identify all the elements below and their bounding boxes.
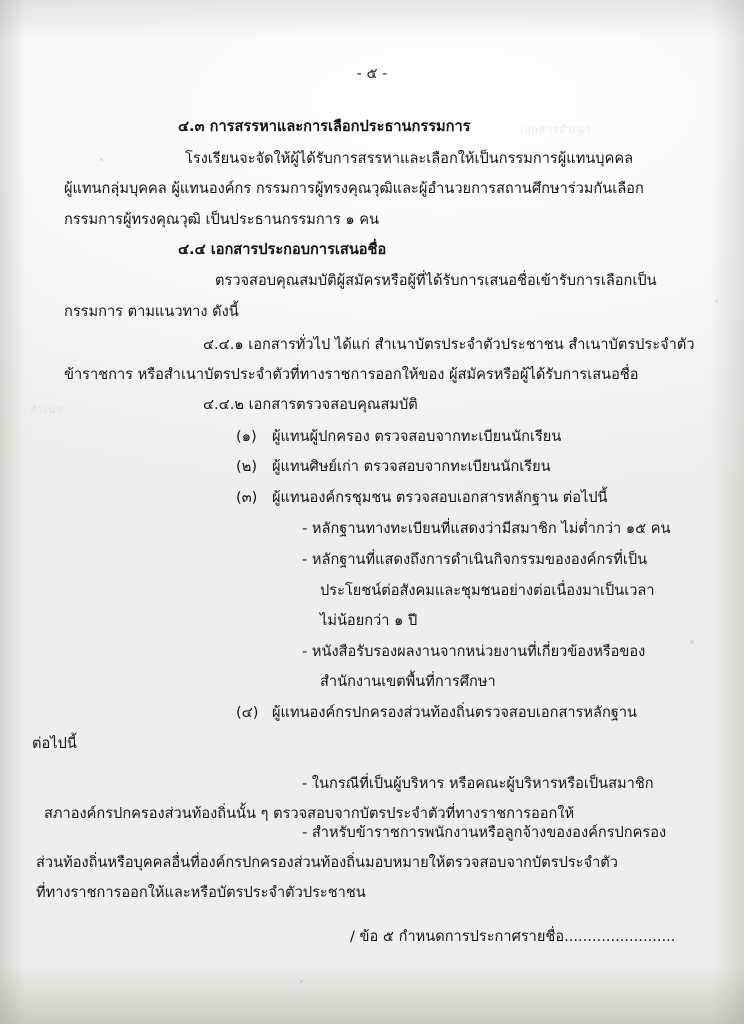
watermark-text-1: เอกสารสำเนา: [519, 122, 592, 137]
paragraph-4-3-line-2: ผู้แทนกลุ่มบุคคล ผู้แทนองค์กร กรรมการผู้ทรงคุณวุฒิและผู้อำนวยการสถานศึกษาร่วมกันเลือก: [64, 180, 644, 197]
numbered-item-3-bullet-1-line-1: - หลักฐานทางทะเบียนที่แสดงว่ามีสมาชิก ไม่ต่ำกว่า ๑๕ คน: [302, 520, 671, 537]
numbered-item-1-text: ผู้แทนผู้ปกครอง ตรวจสอบจากทะเบียนนักเรียน: [272, 428, 562, 445]
paragraph-4-3-line-3: กรรมการผู้ทรงคุณวุฒิ เป็นประธานกรรมการ ๑ คน: [64, 211, 379, 228]
numbered-item-2-text: ผู้แทนศิษย์เก่า ตรวจสอบจากทะเบียนนักเรียน: [272, 458, 551, 475]
heading-4-4: ๔.๔ เอกสารประกอบการเสนอชื่อ: [178, 241, 387, 258]
numbered-item-3-marker: (๓): [236, 489, 258, 506]
numbered-item-3-bullet-2-line-1: - หลักฐานที่แสดงถึงการดำเนินกิจกรรมขององค์กรที่เป็น: [302, 551, 648, 568]
numbered-item-3-text: ผู้แทนองค์กรชุมชน ตรวจสอบเอกสารหลักฐาน ต่อไปนี้: [272, 489, 608, 506]
numbered-item-4-bullet-2-line-1: - สำหรับข้าราชการพนักงานหรือลูกจ้างขององค์กรปกครอง: [302, 824, 667, 841]
numbered-item-3-bullet-2-line-2: ประโยชน์ต่อสังคมและชุมชนอย่างต่อเนื่องมาเป็นเวลา: [320, 582, 655, 599]
subsection-4-4-1-line-2: ข้าราชการ หรือสำเนาบัตรประจำตัวที่ทางราชการออกให้ของ ผู้สมัครหรือผู้ได้รับการเสนอชื่อ: [64, 366, 639, 383]
numbered-item-4-bullet-2-line-3: ที่ทางราชการออกให้และหรือบัตรประจำตัวประชาชน: [36, 884, 366, 901]
page-number: - ๕ -: [356, 66, 388, 82]
numbered-item-4-continuation: ต่อไปนี้: [32, 735, 77, 752]
subsection-4-4-1-line-1: ๔.๔.๑ เอกสารทั่วไป ได้แก่ สำเนาบัตรประจำตัวประชาชน สำเนาบัตรประจำตัว: [203, 336, 695, 353]
numbered-item-4-text: ผู้แทนองค์กรปกครองส่วนท้องถิ่นตรวจสอบเอกสารหลักฐาน: [272, 704, 638, 721]
numbered-item-1-marker: (๑): [236, 428, 257, 445]
numbered-item-2-marker: (๒): [236, 458, 258, 475]
numbered-item-4-marker: (๔): [236, 704, 259, 721]
heading-4-3: ๔.๓ การสรรหาและการเลือกประธานกรรมการ: [178, 118, 471, 135]
numbered-item-4-bullet-1-line-2: สภาองค์กรปกครองส่วนท้องถิ่นนั้น ๆ ตรวจสอบจากบัตรประจำตัวที่ทางราชการออกให้: [44, 805, 575, 822]
watermark-text-2: สำเนา: [29, 402, 63, 417]
paragraph-4-4-line-1: ตรวจสอบคุณสมบัติผู้สมัครหรือผู้ที่ได้รับการเสนอชื่อเข้ารับการเลือกเป็น: [215, 272, 657, 289]
paragraph-4-3-line-1: โรงเรียนจะจัดให้ผู้ได้รับการสรรหาและเลือกให้เป็นกรรมการผู้แทนบุคคล: [185, 150, 634, 167]
footer-note: / ข้อ ๕ กำหนดการประกาศรายชื่อ........................: [350, 928, 676, 945]
numbered-item-4-bullet-1-line-1: - ในกรณีที่เป็นผู้บริหาร หรือคณะผู้บริหารหรือเป็นสมาชิก: [302, 775, 654, 792]
numbered-item-3-bullet-2-line-3: ไม่น้อยกว่า ๑ ปี: [320, 612, 418, 629]
numbered-item-3-bullet-3-line-2: สำนักงานเขตพื้นที่การศึกษา: [320, 673, 496, 690]
numbered-item-3-bullet-3-line-1: - หนังสือรับรองผลงานจากหน่วยงานที่เกี่ยวข้องหรือของ: [302, 643, 646, 660]
numbered-item-4-bullet-2-line-2: ส่วนท้องถิ่นหรือบุคคลอื่นที่องค์กรปกครองส่วนท้องถิ่นมอบหมายให้ตรวจสอบจากบัตรประจำตัว: [36, 854, 618, 871]
subsection-4-4-2-line-1: ๔.๔.๒ เอกสารตรวจสอบคุณสมบัติ: [203, 396, 418, 413]
paragraph-4-4-line-2: กรรมการ ตามแนวทาง ดังนี้: [64, 303, 239, 320]
